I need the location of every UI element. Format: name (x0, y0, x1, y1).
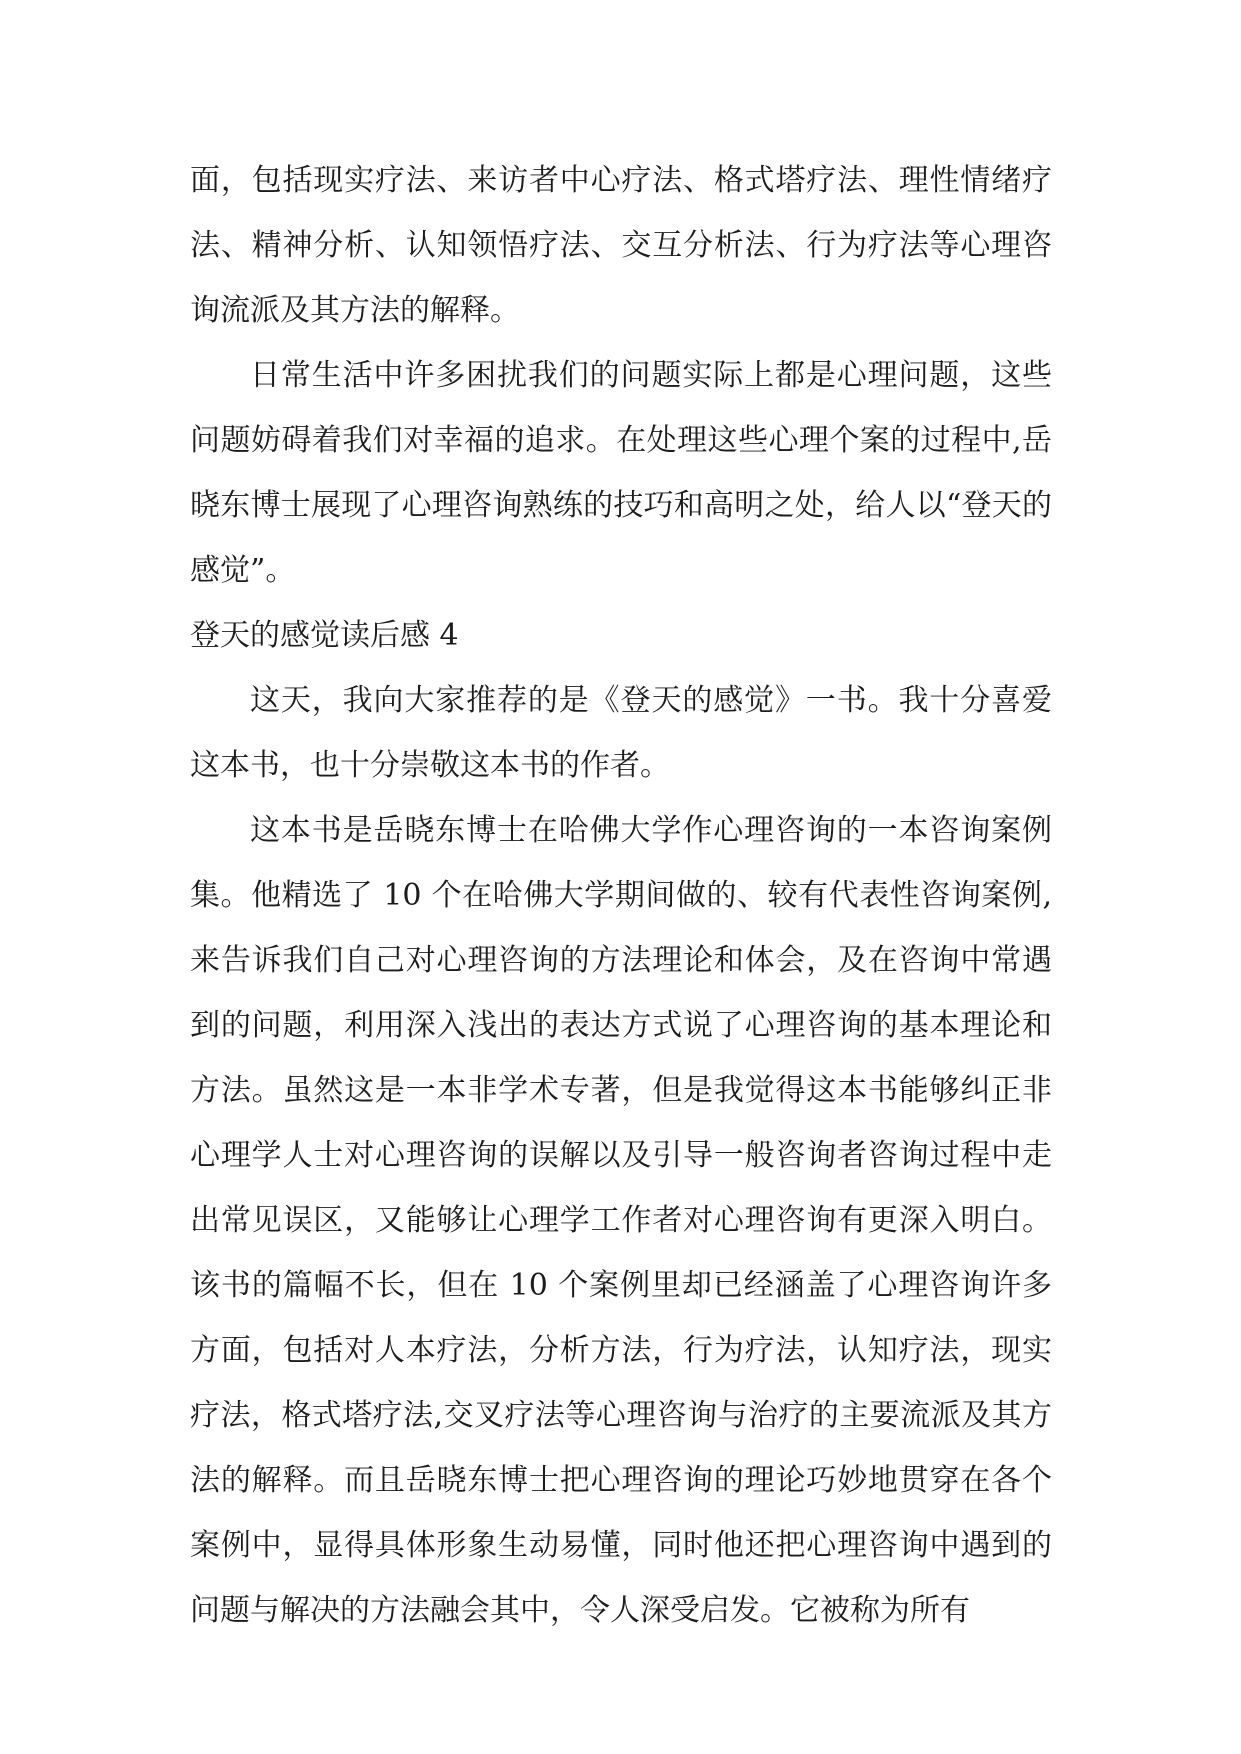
paragraph-recommend: 这天，我向大家推荐的是《登天的感觉》一书。我十分喜爱这本书，也十分崇敬这本书的作者。 (190, 683, 1052, 783)
section-heading: 登天的感觉读后感 4 (190, 618, 459, 653)
paragraph-book-intro: 这本书是岳晓东博士在哈佛大学作心理咨询的一本咨询案例集。他精选了 10 个在哈佛大学期间做的、较有代表性咨询案例,来告诉我们自己对心理咨询的方法理论和体会，及在咨询中常遇到的问题，利用深入浅出的表达方式说了心理咨询的基本理论和方法。虽然这是一本非学术专著，但是我觉得这本书能够纠正非心理学人士对心理咨询的误解以及引导一般咨询者咨询过程中走出常见误区，又能够让心理学工作者对心理咨询有更深入明白。该书的篇幅不长，但在 10 个案例里却已经涵盖了心理咨询许多方面，包括对人本疗法，分析方法，行为疗法，认知疗法，现实疗法，格式塔疗法,交叉疗法等心理咨询与治疗的主要流派及其方法的解释。而且岳晓东博士把心理咨询的理论巧妙地贯穿在各个案例中，显得具体形象生动易懂，同时他还把心理咨询中遇到的问题与解决的方法融会其中，令人深受启发。它被称为所有 (190, 813, 1052, 1628)
paragraph-continuation: 面，包括现实疗法、来访者中心疗法、格式塔疗法、理性情绪疗法、精神分析、认知领悟疗法、交互分析法、行为疗法等心理咨询流派及其方法的解释。 (190, 163, 1052, 328)
document-body (190, 148, 1052, 1643)
paragraph-daily-life: 日常生活中许多困扰我们的问题实际上都是心理问题，这些问题妨碍着我们对幸福的追求。在处理这些心理个案的过程中,岳晓东博士展现了心理咨询熟练的技巧和高明之处，给人以“登天的感觉”。 (190, 358, 1052, 588)
